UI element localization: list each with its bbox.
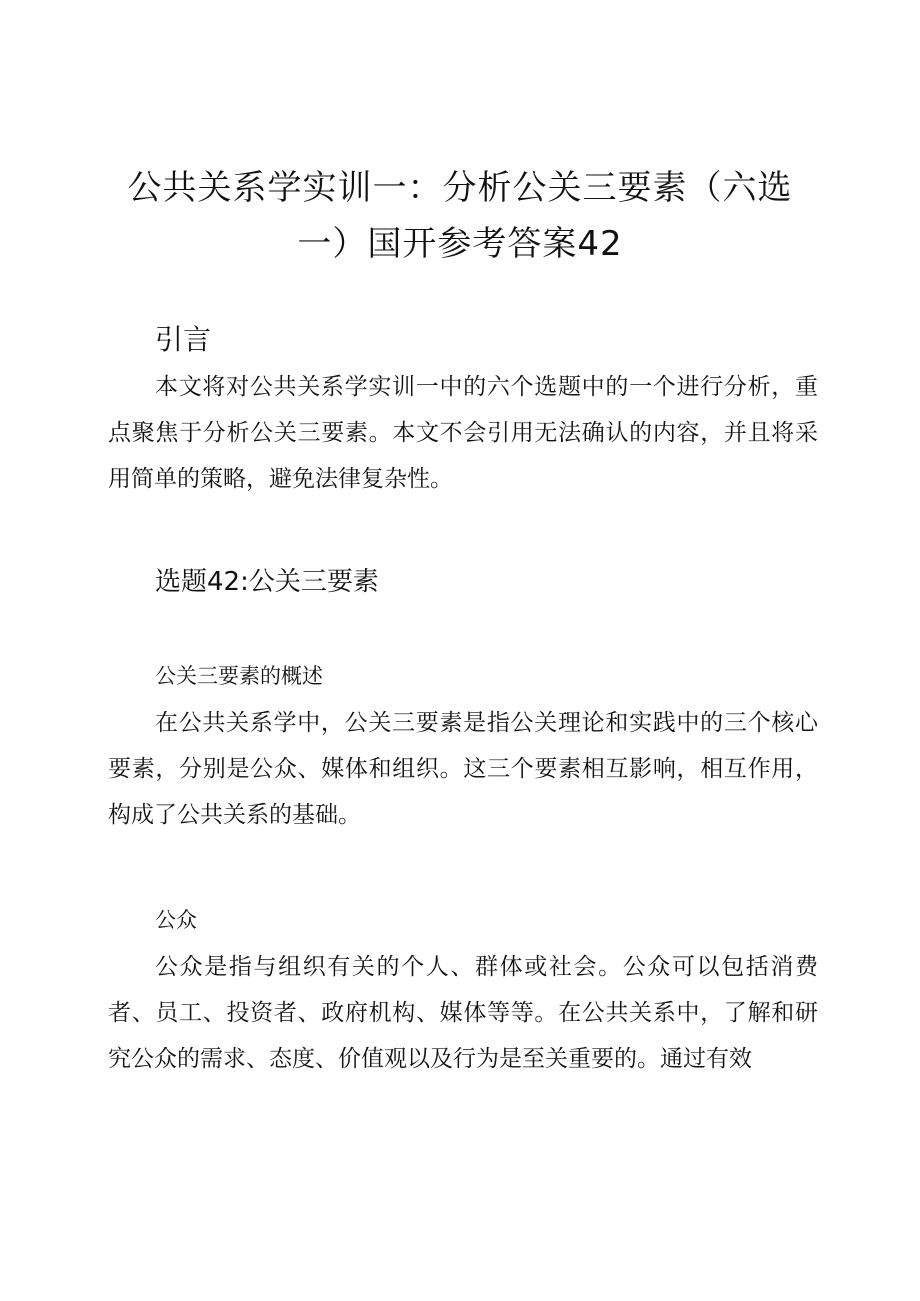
public-heading: 公众 <box>155 908 197 932</box>
public-paragraph: 公众是指与组织有关的个人、群体或社会。公众可以包括消费者、员工、投资者、政府机构、媒体等等。在公共关系中，了解和研究公众的需求、态度、价值观以及行为是至关重要的。通过有效 <box>108 954 818 1072</box>
overview-paragraph: 在公共关系学中，公关三要素是指公关理论和实践中的三个核心要素，分别是公众、媒体和组织。这三个要素相互影响，相互作用，构成了公共关系的基础。 <box>108 710 818 828</box>
topic-heading: 选题42:公关三要素 <box>155 567 379 597</box>
document-title: 公共关系学实训一：分析公关三要素（六选一）国开参考答案42 <box>127 168 793 264</box>
intro-paragraph: 本文将对公共关系学实训一中的六个选题中的一个进行分析，重点聚焦于分析公关三要素。本文不会引用无法确认的内容，并且将采用简单的策略，避免法律复杂性。 <box>108 374 818 492</box>
overview-heading: 公关三要素的概述 <box>155 664 323 688</box>
intro-heading: 引言 <box>155 323 212 356</box>
